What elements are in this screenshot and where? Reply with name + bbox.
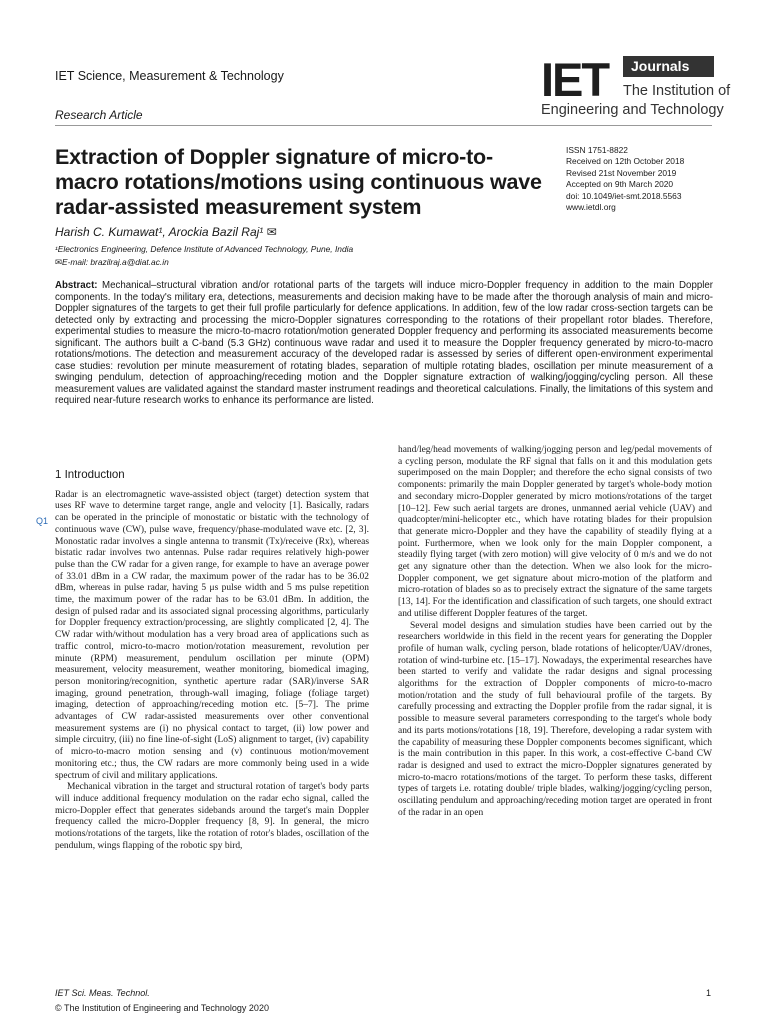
institution-name-line1: The Institution of (623, 83, 731, 99)
received-date: Received on 12th October 2018 (566, 156, 685, 167)
header-divider (55, 125, 712, 126)
article-type: Research Article (55, 108, 143, 122)
paragraph: hand/leg/head movements of walking/jogging person and leg/pedal movements of a cycling person, modulate the RF signal that falls on it and this modulation gets superimposed on the main Doppler; and therefore the echo signal consists of two components: primarily the main Doppler generated by target's whole-body motion and secondary micro-Doppler generated by micro motions/rotations of the target [10–12]. Few such aerial targets are drones, unmanned aerial vehicle (UAV) and quadcopter/mini-helicopter etc., which have rotating blades for their propulsion that generate micro-Doppler and they have the capability of steadily flying at a point. Furthermore, when we look only for the main Doppler component, a steadily flying target (with zero motion) will give velocity of 0 m/s and we do not get any signature other than the detection. When we also look for the micro-Doppler component, we get signature about micro-motion of the platform and micro-rotation of blades so as to precisely extract the signature of the same targets [13, 14]. For the identification and classification of such targets, one should extract and utilise different Doppler features of the target. (398, 445, 712, 619)
authors: Harish C. Kumawat¹, Arockia Bazil Raj¹ ✉ (55, 225, 277, 239)
body-column-right (398, 445, 712, 977)
footer-journal-abbrev: IET Sci. Meas. Technol. (55, 988, 150, 998)
page-number: 1 (706, 988, 712, 998)
section-heading: 1 Introduction (55, 470, 125, 481)
paragraph: Radar is an electromagnetic wave-assisted object (target) detection system that uses RF wave to determine target range, angle and velocity [1]. Basically, radars can be operated in the principle of monostatic or bistatic with the technology of continuous wave (CW), pulse wave, frequency/phase-modulated wave etc. [2, 3]. Monostatic radar involves a single antenna to transmit (Tx)/receive (Rx), whereas bistatic radar involves two antennas. Pulse radar requires relatively high-power pulse than the CW radar for a given range, for example to have an average power of 33.01 dBm in a CW radar, the maximum power of the radar has to be 36.02 dBm, whereas in pulse radar, having 5 μs pulse width and 5 ms pulse repetition time, the maximum power of the radar has to be 63.01 dBm. In addition, the design of pulsed radar and its associated signal processing algorithms, particularly for Doppler frequency extraction/processing, are slightly complicated [2, 4]. The CW radar with/without modulation has a very broad area of applications such as traffic control, micro-to-macro motion/rotation measurement, revolution per minute (RPM) measurement, pendulum oscillation per minute (OPM) measurement, velocity measurement, weather monitoring, biomedical imaging, person monitoring/recognition, synthetic aperture radar (SAR)/inverse SAR imaging, ground penetration, through-wall imaging, foliage (foliage target) imaging, detection of approaching/receding motion etc. [5–7]. The prime advantages of CW radar-assisted measurements over other conventional measurement systems are (i) no physical contact to target, (ii) low power and simple circuitry, (iii) no fine line-of-sight (LoS) alignment to target, (iv) capability of micro-to-macro motion sensing and (v) continuous motion/movement monitoring etc.; thus, the CW radars are more commonly being used in a wide spectrum of civil and military applications. (55, 489, 369, 781)
institution-name-line2: Engineering and Technology (541, 102, 724, 118)
ietdl-link[interactable]: www.ietdl.org (566, 202, 616, 213)
paragraph: Several model designs and simulation studies have been carried out by the researchers worldwide in this field in the recent years for generating the Doppler profile of human walk, cycling person, blade rotations of helicopter/UAV/drones, rotation of wind-turbine etc. [15–17]. Nowadays, the experimental researches have been started to verify and validate the radar designs and signal processing algorithms for the extraction of Doppler components of micro-to-macro motion/rotation and the study of full behavioural profile of the targets. By carefully processing and extracting the Doppler profile from the radar signal, it is possible to measure several parameters corresponding to the target's whole body and its parts motions/rotations [18, 19]. Therefore, developing a radar system with the capability of measuring these Doppler components becomes significant, which is the main contribution in this paper. In this work, a cost-effective C-band CW radar is designed and used to extract the micro-Doppler signatures generated by micro-to-macro rotations/motions of the target. To perform these tasks, different types of targets i.e. rotating double/ triple blades, walking/jogging/cycling person, oscillating pendulum and approaching/receding motion target are operated in front of the radar in an open (398, 620, 712, 818)
doi-link[interactable]: doi: 10.1049/iet-smt.2018.5563 (566, 190, 682, 201)
query-marker: Q1 (36, 516, 49, 526)
abstract (55, 280, 713, 440)
revised-date: Revised 21st November 2019 (566, 167, 677, 178)
paragraph: Mechanical vibration in the target and structural rotation of target's body parts will induce additional frequency modulation on the radar echo signal, called the micro-Doppler effect that generates sidebands around the target's main Doppler frequency called the micro-Doppler frequency [8, 9]. In general, the micro motions/rotations of the targets, like the rotation of rotor's blades, oscillation of the pendulum, wings flapping of the robotic spy bird, (55, 782, 369, 851)
journals-badge: Journals (623, 56, 714, 77)
iet-logo-mark: IET (541, 53, 609, 106)
footer-copyright: © The Institution of Engineering and Technology 2020 (55, 1003, 269, 1013)
iet-logo (541, 53, 731, 122)
abstract-label: Abstract: (55, 280, 98, 291)
article-title: Extraction of Doppler signature of micro-to-macro rotations/motions using continuous wave radar-assisted measurement system (55, 145, 542, 219)
article-meta (566, 145, 684, 213)
journal-name: IET Science, Measurement & Technology (55, 69, 284, 83)
issn: ISSN 1751-8822 (566, 145, 628, 155)
accepted-date: Accepted on 9th March 2020 (566, 179, 674, 190)
abstract-text: Mechanical–structural vibration and/or rotational parts of the targets will induce micro-Doppler frequency in addition to the main Doppler components. In the today's military era, detections, measurements and decision making have to be made after the thorough analysis of main and micro-Doppler signatures of the targets to get their full profile particularly for defence applications. In addition, few of the low radar cross-section targets can be detected only by extracting and processing the micro-Doppler signatures corresponding to the rotations of their propellant rotor blades. Therefore, experimental studies to measure the micro-to-macro rotation/motion generated Doppler frequency and performing its associated measurements become significant. The authors built a C-band (5.3 GHz) continuous wave radar and used it to measure the Doppler frequency generated by micro-to-macro rotations/motions. The detection and measurement accuracy of the developed radar is assessed by series of different open-environment experimental case studies: revolution per minute measurement of rotating blades, separation of multiple rotating blades, oscillation per minute measurement of a swinging pendulum, detection of approaching/receding motion and the Doppler signature extraction of walking/jogging/cycling person. All these measurement values are validated against the standard master instrument readings and theoretical calculations. Finally, the limitations of this system and required near-future research works to enhance its performance are listed. (55, 280, 713, 407)
author-email[interactable]: ✉E-mail: brazilraj.a@diat.ac.in (55, 257, 169, 267)
affiliation: ¹Electronics Engineering, Defence Institute of Advanced Technology, Pune, India (55, 244, 354, 254)
body-column-left (55, 470, 369, 977)
